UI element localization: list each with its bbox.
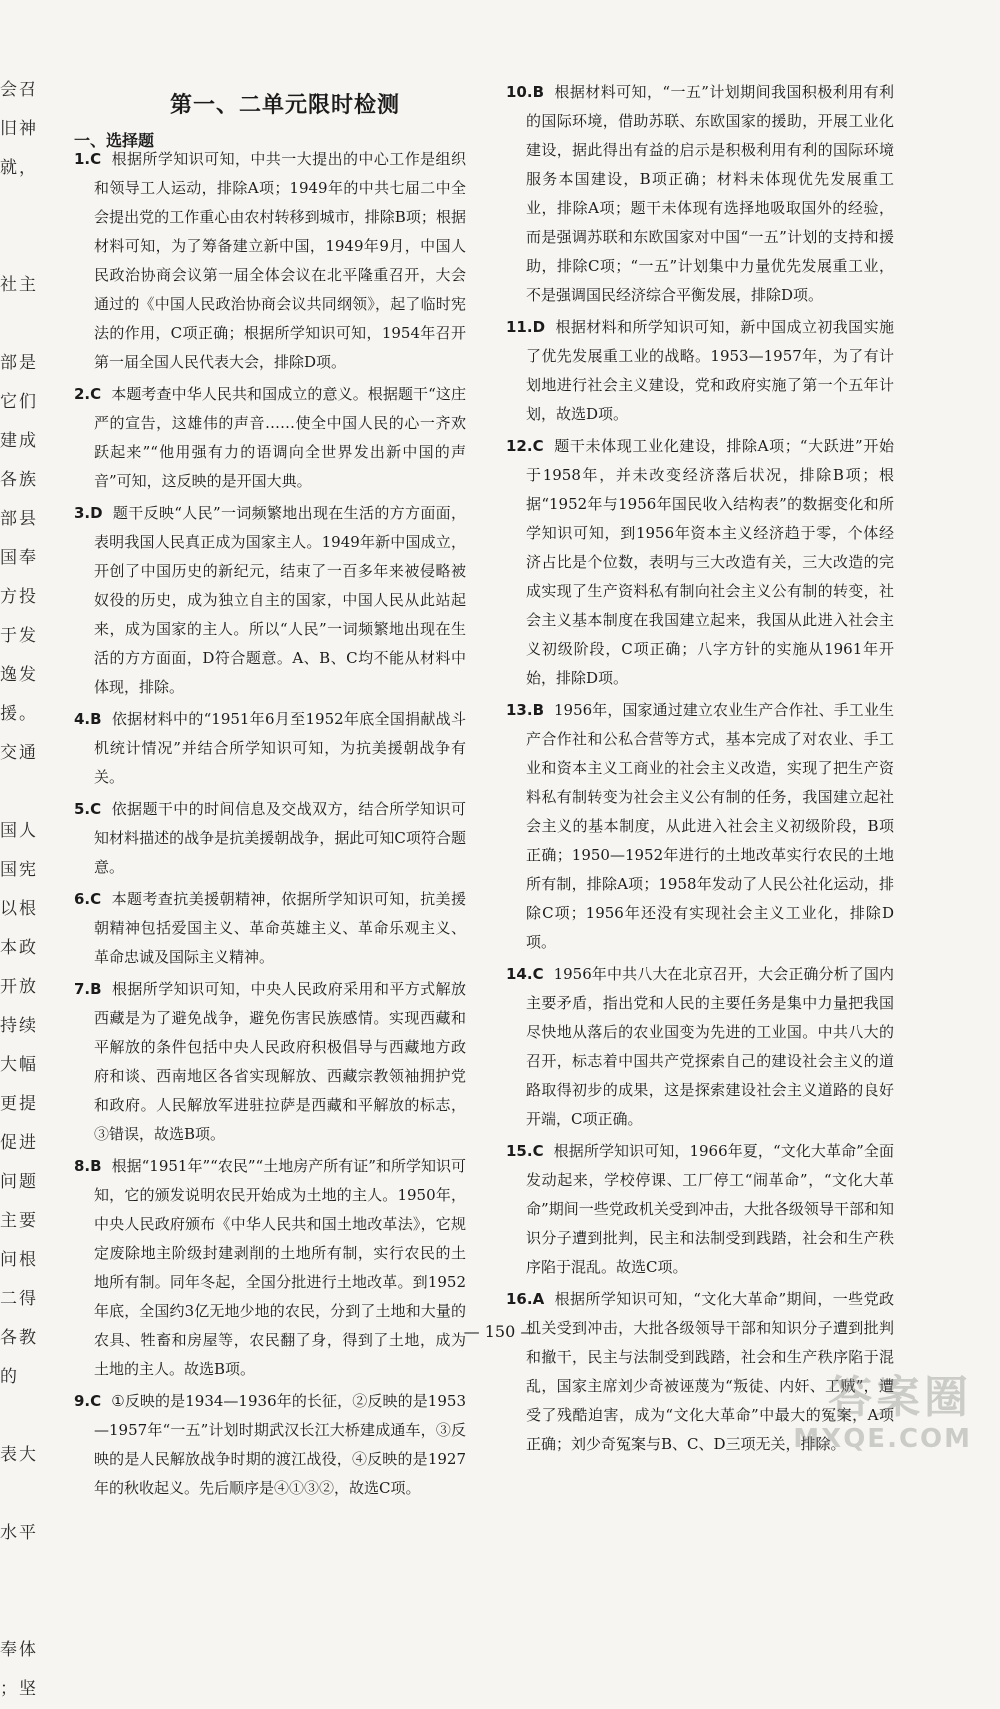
answer-number: 16.A — [506, 1290, 545, 1308]
spine-fragment: 国人 — [0, 821, 38, 841]
answer-explanation: ①反映的是1934—1936年的长征，②反映的是1953—1957年“一五”计划时期武汉长江大桥建成通车，③反映的是人民解放战争时期的渡江战役，④反映的是1927年的秋收起义。先后顺序是④①③②，故选C项。 — [94, 1392, 466, 1497]
answer-number: 12.C — [506, 437, 544, 455]
spine-fragment: 国奉 — [0, 548, 38, 568]
answer-item — [74, 975, 466, 1149]
answer-explanation: 根据材料可知，“一五”计划期间我国积极利用有利的国际环境，借助苏联、东欧国家的援助，开展工业化建设，据此得出有益的启示是积极利用有利的国际环境服务本国建设，B项正确；材料未体现优先发展重工业，排除A项；题干未体现有选择地吸取国外的经验，而是强调苏联和东欧国家对中国“一五”计划的支持和援助，排除C项；“一五”计划集中力量优先发展重工业，不是强调国民经济综合平衡发展，排除D项。 — [526, 83, 894, 304]
answer-item — [74, 885, 466, 972]
spine-fragment: 二得 — [0, 1289, 38, 1309]
spine-fragment: 逸发 — [0, 665, 38, 685]
spine-fragment: 问题 — [0, 1172, 38, 1192]
answer-explanation: 依据题干中的时间信息及交战双方，结合所学知识可知材料描述的战争是抗美援朝战争，据此可知C项符合题意。 — [94, 800, 466, 876]
spine-fragment — [0, 1396, 40, 1435]
answer-item — [506, 960, 894, 1134]
spine-fragment — [0, 304, 40, 343]
right-column — [506, 78, 894, 1462]
answer-explanation: 根据所学知识可知，“文化大革命”期间，一些党政机关受到冲击，大批各级领导干部和知识分子遭到批判和撤干，民主与法制受到践踏，社会和生产秩序陷于混乱，国家主席刘少奇被诬蔑为“叛徒、内奸、工贼”，遭受了残酷迫害，成为“文化大革命”中最大的冤案，A项正确；刘少奇冤案与B、C、D三项无关，排除。 — [526, 1290, 894, 1453]
answer-number: 13.B — [506, 701, 545, 719]
answer-number: 11.D — [506, 318, 546, 336]
spine-fragment: 建成 — [0, 431, 38, 451]
previous-page-edge-text — [0, 70, 40, 1699]
spine-fragment: 旧神 — [0, 119, 38, 139]
answer-explanation: 本题考查抗美援朝精神，依据所学知识可知，抗美援朝精神包括爱国主义、革命英雄主义、革命乐观主义、革命忠诚及国际主义精神。 — [94, 890, 466, 966]
answer-explanation: 根据所学知识可知，中共一大提出的中心工作是组织和领导工人运动，排除A项；1949年的中共七届二中全会提出党的工作重心由农村转移到城市，排除B项；根据材料可知，为了筹备建立新中国，1949年9月，中国人民政治协商会议第一届全体会议在北平隆重召开，大会通过的《中国人民政治协商会议共同纲领》，起了临时宪法的作用，C项正确；根据所学知识可知，1954年召开第一届全国人民代表大会，排除D项。 — [94, 150, 466, 371]
answer-number: 2.C — [74, 385, 102, 403]
spine-fragment: 会召 — [0, 80, 38, 100]
spine-fragment: 它们 — [0, 392, 38, 412]
spine-fragment: 交通 — [0, 743, 38, 763]
answer-number: 3.D — [74, 504, 103, 522]
spine-fragment — [0, 1474, 40, 1513]
answer-item — [506, 696, 894, 957]
spine-fragment: 促进 — [0, 1133, 38, 1153]
spine-fragment — [0, 187, 40, 226]
watermark — [742, 1372, 972, 1464]
spine-fragment: ；坚 — [0, 1679, 38, 1699]
spine-fragment: 就， — [0, 158, 38, 178]
answer-item — [74, 145, 466, 377]
left-column — [74, 145, 466, 1506]
answer-item — [506, 1137, 894, 1282]
spine-fragment: 各族 — [0, 470, 38, 490]
answer-explanation: 根据材料和所学知识可知，新中国成立初我国实施了优先发展重工业的战略。1953—1957年，为了有计划地进行社会主义建设，党和政府实施了第一个五年计划，故选D项。 — [526, 318, 894, 423]
answer-explanation: 1956年，国家通过建立农业生产合作社、手工业生产合作社和公私合营等方式，基本完成了对农业、手工业和资本主义工商业的社会主义改造，实现了把生产资料私有制转变为社会主义公有制的任务，我国建立起社会主义的基本制度，从此进入社会主义初级阶段，B项正确；1950—1952年进行的土地改革实行农民的土地所有制，排除A项；1958年发动了人民公社化运动，排除C项；1956年还没有实现社会主义工业化，排除D项。 — [526, 701, 894, 951]
answer-item — [506, 432, 894, 693]
spine-fragment — [0, 1591, 40, 1630]
answer-number: 7.B — [74, 980, 102, 998]
answer-explanation: 题干未体现工业化建设，排除A项；“大跃进”开始于1958年，并未改变经济落后状况，排除B项；根据“1952年与1956年国民收入结构表”的数据变化和所学知识可知，到1956年资本主义经济趋于零，个体经济占比是个位数，表明与三大改造有关，三大改造的完成实现了生产资料私有制向社会主义公有制的转变，社会主义基本制度在我国建立起来，我国从此进入社会主义初级阶段，C项正确；八字方针的实施从1961年开始，排除D项。 — [526, 437, 894, 687]
page-title: 第一、二单元限时检测 — [169, 93, 400, 118]
spine-fragment: 开放 — [0, 977, 38, 997]
spine-fragment: 问根 — [0, 1250, 38, 1270]
spine-fragment: 以根 — [0, 899, 38, 919]
answer-number: 9.C — [74, 1392, 102, 1410]
page-number: — 150 — — [463, 1322, 537, 1341]
answer-number: 4.B — [74, 710, 102, 728]
spine-fragment: 奉体 — [0, 1640, 38, 1660]
spine-fragment: 部是 — [0, 353, 38, 373]
watermark-logo: 答案圈 — [828, 1372, 972, 1423]
spine-fragment: 各教 — [0, 1328, 38, 1348]
spine-fragment: 本政 — [0, 938, 38, 958]
answer-explanation: 根据所学知识可知，1966年夏，“文化大革命”全面发动起来，学校停课、工厂停工“闹革命”，“文化大革命”期间一些党政机关受到冲击，大批各级领导干部和知识分子遭到批判，民主和法制受到践踏，社会和生产秩序陷于混乱。故选C项。 — [526, 1142, 894, 1276]
spine-fragment: 表大 — [0, 1445, 38, 1465]
answer-explanation: 依据材料中的“1951年6月至1952年底全国捐献战斗机统计情况”并结合所学知识可知，为抗美援朝战争有关。 — [94, 710, 466, 786]
answer-explanation: 根据所学知识可知，中央人民政府采用和平方式解放西藏是为了避免战争，避免伤害民族感情。实现西藏和平解放的条件包括中央人民政府积极倡导与西藏地方政府和谈、西南地区各省实现解放、西藏宗教领袖拥护党和政府。人民解放军进驻拉萨是西藏和平解放的标志，③错误，故选B项。 — [94, 980, 466, 1143]
answer-item — [74, 1387, 466, 1503]
spine-fragment: 的 — [0, 1367, 19, 1387]
spine-fragment: 部县 — [0, 509, 38, 529]
answer-item — [74, 499, 466, 702]
answer-number: 8.B — [74, 1157, 102, 1175]
answer-explanation: 本题考查中华人民共和国成立的意义。根据题干“这庄严的宣告，这雄伟的声音……使全中国人民的心一齐欢跃起来”“他用强有力的语调向全世界发出新中国的声音”可知，这反映的是开国大典。 — [94, 385, 466, 490]
answer-number: 15.C — [506, 1142, 544, 1160]
answer-item — [506, 313, 894, 429]
answer-number: 14.C — [506, 965, 544, 983]
spine-fragment — [0, 1552, 40, 1591]
spine-fragment: 方投 — [0, 587, 38, 607]
answer-number: 1.C — [74, 150, 102, 168]
answer-item — [74, 705, 466, 792]
spine-fragment: 大幅 — [0, 1055, 38, 1075]
spine-fragment: 援。 — [0, 704, 38, 724]
answer-number: 6.C — [74, 890, 102, 908]
spine-fragment — [0, 226, 40, 265]
spine-fragment: 主要 — [0, 1211, 38, 1231]
answer-item — [506, 78, 894, 310]
answer-explanation: 根据“1951年”“农民”“土地房产所有证”和所学知识可知，它的颁发说明农民开始成为土地的主人。1950年，中央人民政府颁布《中华人民共和国土地改革法》，它规定废除地主阶级封建剥削的土地所有制，实行农民的土地所有制。同年冬起，全国分批进行土地改革。到1952年底，全国约3亿无地少地的农民，分到了土地和大量的农具、牲畜和房屋等，农民翻了身，得到了土地，成为土地的主人。故选B项。 — [94, 1157, 466, 1378]
answer-item — [74, 1152, 466, 1384]
spine-fragment: 于发 — [0, 626, 38, 646]
answer-number: 10.B — [506, 83, 545, 101]
spine-fragment: 持续 — [0, 1016, 38, 1036]
answer-number: 5.C — [74, 800, 102, 818]
spine-fragment: 国宪 — [0, 860, 38, 880]
answer-item — [74, 380, 466, 496]
spine-fragment: 水平 — [0, 1523, 38, 1543]
answer-item — [74, 795, 466, 882]
spine-fragment — [0, 772, 40, 811]
section-heading: 一、选择题 — [74, 131, 155, 150]
answer-explanation: 1956年中共八大在北京召开，大会正确分析了国内主要矛盾，指出党和人民的主要任务是集中力量把我国尽快地从落后的农业国变为先进的工业国。中共八大的召开，标志着中国共产党探索自己的建设社会主义的道路取得初步的成果，这是探索建设社会主义道路的良好开端，C项正确。 — [526, 965, 894, 1128]
spine-fragment: 社主 — [0, 275, 38, 295]
watermark-url: MXQE.COM — [793, 1424, 972, 1454]
answer-explanation: 题干反映“人民”一词频繁地出现在生活的方方面面，表明我国人民真正成为国家主人。1949年新中国成立，开创了中国历史的新纪元，结束了一百多年来被侵略被奴役的历史，成为独立自主的国家，中国人民从此站起来，成为国家的主人。所以“人民”一词频繁地出现在生活的方方面面，D符合题意。A、B、C均不能从材料中体现，排除。 — [94, 504, 466, 696]
spine-fragment: 更提 — [0, 1094, 38, 1114]
